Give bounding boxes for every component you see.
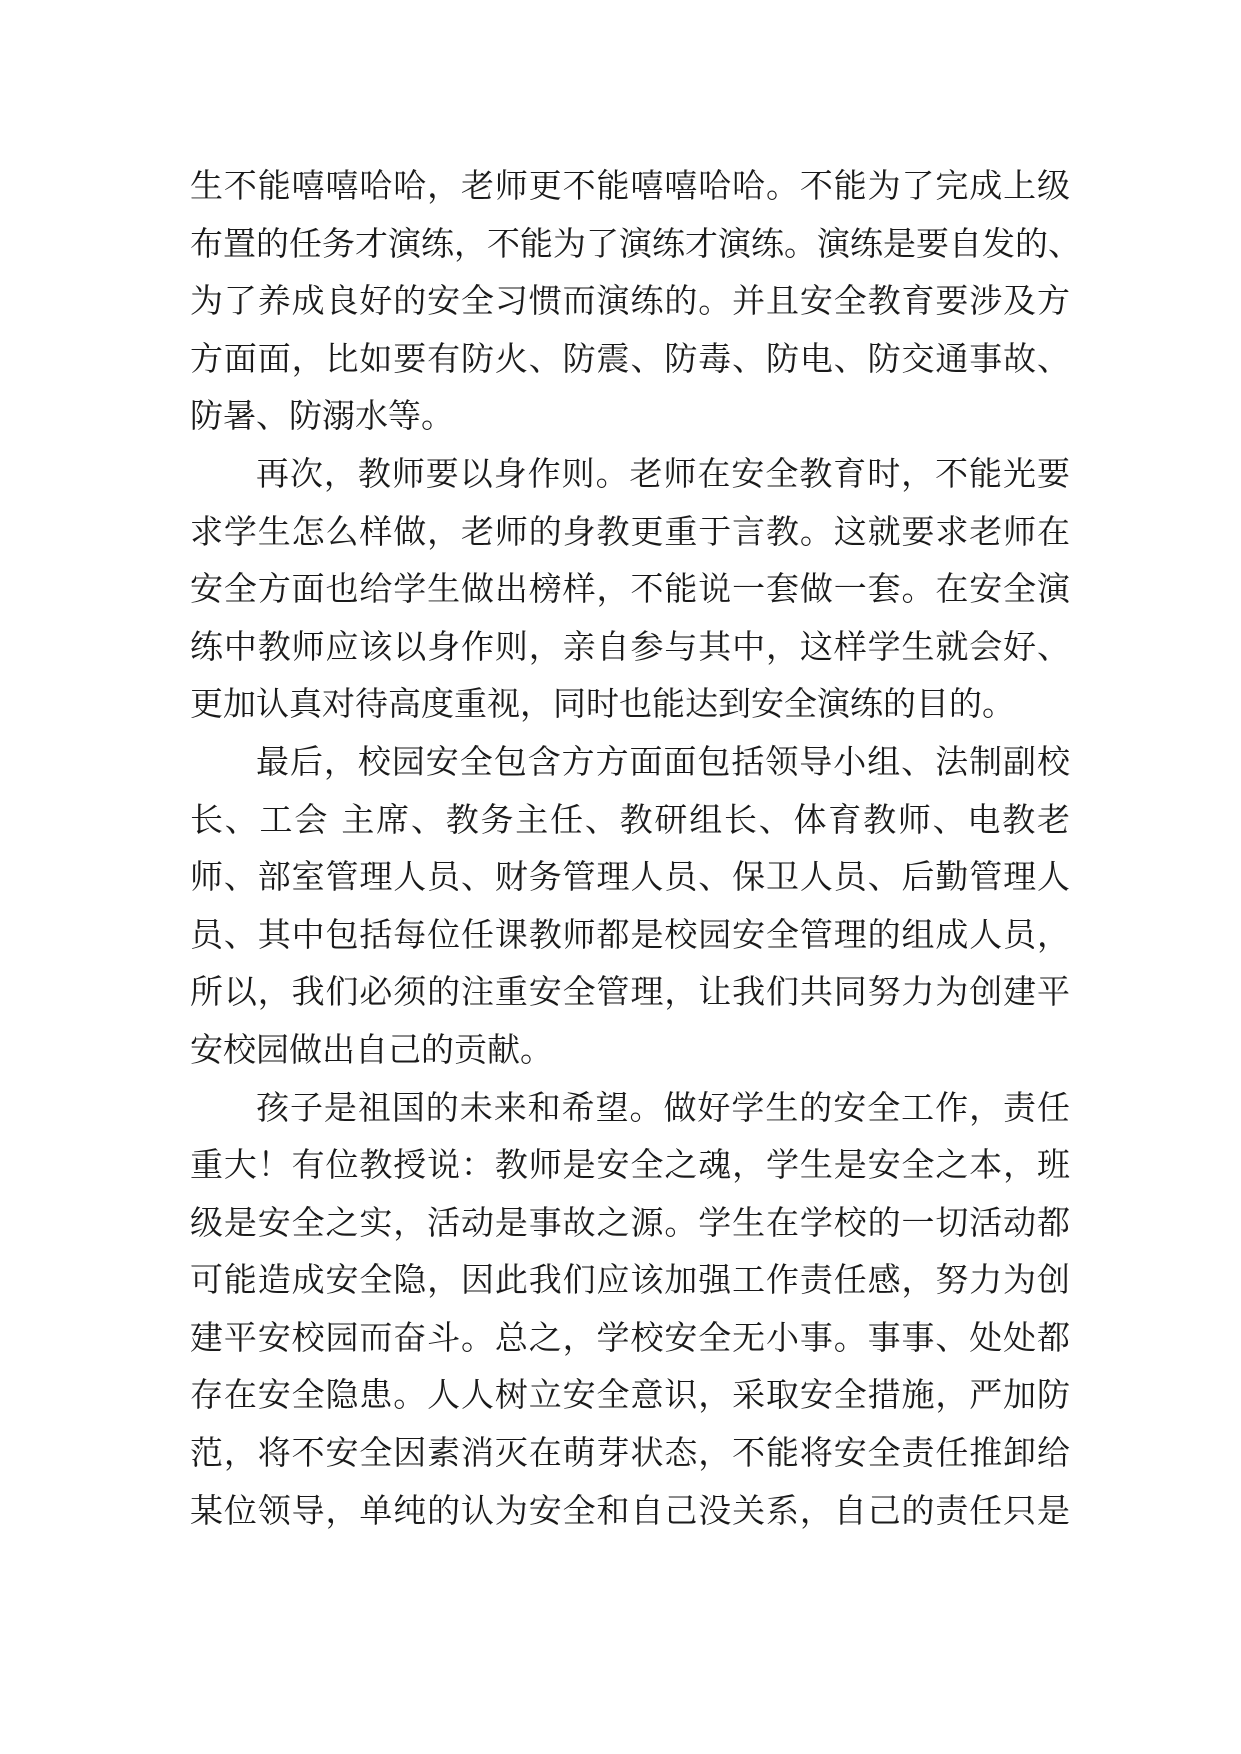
text-line: 布置的任务才演练，不能为了演练才演练。演练是要自发的、 (190, 223, 1081, 263)
text-line: 存在安全隐患。人人树立安全意识，采取安全措施，严加防 (190, 1375, 1070, 1415)
text-line: 级是安全之实，活动是事故之源。学生在学校的一切活动都 (190, 1202, 1070, 1242)
text-line: 所以，我们必须的注重安全管理，让我们共同努力为创建平 (190, 972, 1070, 1012)
text-line: 某位领导，单纯的认为安全和自己没关系，自己的责任只是 (190, 1490, 1070, 1530)
text-line: 求学生怎么样做，老师的身教更重于言教。这就要求老师在 (190, 511, 1070, 551)
text-line: 防暑、防溺水等。 (190, 396, 454, 436)
text-line: 更加认真对待高度重视，同时也能达到安全演练的目的。 (190, 684, 1015, 724)
text-line: 安校园做出自己的贡献。 (190, 1029, 553, 1069)
paragraph-first-line: 再次，教师要以身作则。老师在安全教育时，不能光要 (256, 453, 1070, 493)
paragraph-first-line: 孩子是祖国的未来和希望。做好学生的安全工作，责任 (256, 1087, 1070, 1127)
text-line: 为了养成良好的安全习惯而演练的。并且安全教育要涉及方 (190, 281, 1070, 321)
text-line: 练中教师应该以身作则，亲自参与其中，这样学生就会好、 (190, 626, 1070, 666)
text-line: 师、部室管理人员、财务管理人员、保卫人员、后勤管理人 (190, 857, 1070, 897)
text-line: 范，将不安全因素消灭在萌芽状态，不能将安全责任推卸给 (190, 1433, 1070, 1473)
text-line: 员、其中包括每位任课教师都是校园安全管理的组成人员， (190, 914, 1070, 954)
body-text (190, 157, 1081, 1539)
text-line: 可能造成安全隐，因此我们应该加强工作责任感，努力为创 (190, 1260, 1070, 1300)
paragraph-first-line: 最后，校园安全包含方方面面包括领导小组、法制副校 (256, 741, 1070, 781)
text-line: 建平安校园而奋斗。总之，学校安全无小事。事事、处处都 (190, 1317, 1070, 1357)
text-line: 安全方面也给学生做出榜样，不能说一套做一套。在安全演 (190, 569, 1070, 609)
text-line: 生不能嘻嘻哈哈，老师更不能嘻嘻哈哈。不能为了完成上级 (190, 166, 1070, 205)
text-line: 重大！有位教授说：教师是安全之魂，学生是安全之本，班 (190, 1145, 1070, 1185)
text-line: 方面面，比如要有防火、防震、防毒、防电、防交通事故、 (190, 338, 1070, 378)
text-line: 长、工会 主席、教务主任、教研组长、体育教师、电教老 (190, 799, 1070, 839)
